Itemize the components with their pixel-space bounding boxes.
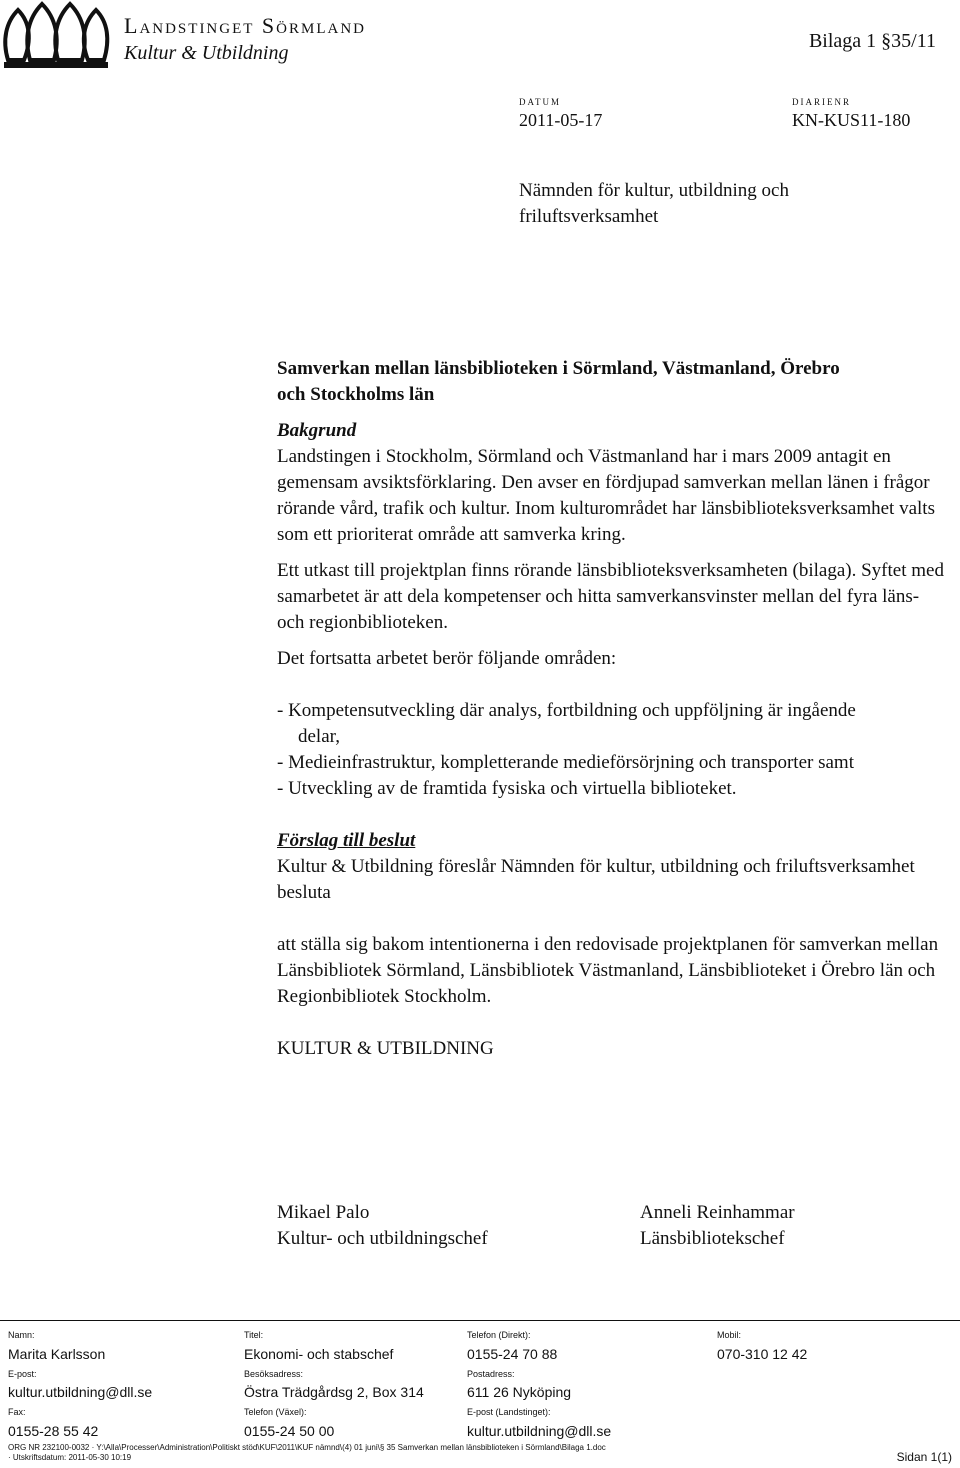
footer-name-value: Marita Karlsson <box>8 1346 106 1362</box>
footer-title-value: Ekonomi- och stabschef <box>244 1346 394 1362</box>
document-title: Samverkan mellan länsbiblioteken i Sörmland, Västmanland, Örebro <box>277 358 840 379</box>
landstinget-logo <box>0 0 112 74</box>
signoff: KULTUR & UTBILDNING <box>277 1038 494 1059</box>
footer-phone-switch-value: 0155-24 50 00 <box>244 1423 335 1439</box>
signatory-name: Anneli Reinhammar <box>640 1202 795 1223</box>
document-title-cont: och Stockholms län <box>277 384 435 405</box>
recipient-line: Nämnden för kultur, utbildning och <box>519 180 789 201</box>
footer-phone-switch-label: Telefon (Växel): <box>244 1407 307 1417</box>
footer-print-date: · Utskriftsdatum: 2011-05-30 10:19 <box>8 1453 132 1462</box>
list-item: - Utveckling av de framtida fysiska och virtuella biblioteket. <box>277 778 737 799</box>
footer-email-link[interactable]: kultur.utbildning@dll.se <box>8 1384 153 1400</box>
footer-phone-direct-value: 0155-24 70 88 <box>467 1346 558 1362</box>
crown-logo-icon <box>0 0 112 74</box>
signature-left <box>277 1200 488 1252</box>
footer-fax-label: Fax: <box>8 1407 26 1417</box>
decision-paragraph: att ställa sig bakom intentionerna i den redovisade projektplanen för samverkan mellan Länsbibliotek Sörmland, Länsbibliotek Västmanland, Länsbiblioteket i Örebro län och Regionbibliotek Stockholm. <box>277 934 939 1007</box>
footer-visit-value: Östra Trädgårdsg 2, Box 314 <box>244 1384 424 1400</box>
footer-email-county-label: E-post (Landstinget): <box>467 1407 551 1417</box>
footer-file-info <box>8 1443 748 1463</box>
org-name: Landstinget Sörmland <box>124 13 366 38</box>
background-paragraph: Landstingen i Stockholm, Sörmland och Västmanland har i mars 2009 antagit en gemensam avsiktsförklaring. Den avser en fördjupad samverkan mellan länen i frågor rörande vård, trafik och kultur. Inom kulturområdet har länsbiblioteksverksamhet valts som ett prioriterat område att samverka kring. <box>277 446 935 545</box>
org-unit: Kultur & Utbildning <box>124 42 289 64</box>
page-number: Sidan 1(1) <box>896 1450 952 1464</box>
footer-title-label: Titel: <box>244 1330 264 1340</box>
footer-email-label: E-post: <box>8 1369 37 1379</box>
footer-postal-value: 611 26 Nyköping <box>467 1384 572 1400</box>
footer-mobile-value: 070-310 12 42 <box>717 1346 808 1362</box>
signature-right <box>640 1200 795 1252</box>
list-item: - Kompetensutveckling där analys, fortbildning och uppföljning är ingående <box>277 700 856 721</box>
recipient <box>519 178 899 230</box>
signatory-title: Länsbibliotekschef <box>640 1228 785 1249</box>
signatory-title: Kultur- och utbildningschef <box>277 1228 488 1249</box>
footer-fax-value: 0155-28 55 42 <box>8 1423 99 1439</box>
footer-org-line: ORG NR 232100-0032 · Y:\Alla\Processer\Administration\Politiskt stöd\KUF\2011\KUF nämnd\(4) 01 juni\§ 35 Samverkan mellan länsbiblioteken i Sörmland\Bilaga 1.doc <box>8 1443 606 1452</box>
document-body <box>277 356 949 1062</box>
proposal-paragraph: Kultur & Utbildning föreslår Nämnden för kultur, utbildning och friluftsverksamhet besluta <box>277 856 915 903</box>
footer-email-county-link[interactable]: kultur.utbildning@dll.se <box>467 1423 612 1439</box>
draft-paragraph: Ett utkast till projektplan finns rörande länsbiblioteksverksamheten (bilaga). Syftet med samarbetet är att dela kompetenser och hitta samverkansvinster mellan del fyra läns- och regionbiblioteken. <box>277 560 944 633</box>
continued-work-paragraph: Det fortsatta arbetet berör följande områden: <box>277 648 617 669</box>
footer-postal-label: Postadress: <box>467 1369 515 1379</box>
footer-mobile-label: Mobil: <box>717 1330 742 1340</box>
background-heading: Bakgrund <box>277 420 357 441</box>
footer-name-label: Namn: <box>8 1330 35 1340</box>
proposal-heading: Förslag till beslut <box>277 830 416 851</box>
date-label: DATUM <box>519 97 562 107</box>
footer-visit-label: Besöksadress: <box>244 1369 304 1379</box>
list-item: - Medieinfrastruktur, kompletterande medieförsörjning och transporter samt <box>277 752 854 773</box>
list-item-continued: delar, <box>298 726 340 747</box>
footer-divider <box>0 1320 960 1321</box>
date-value: 2011-05-17 <box>519 110 603 130</box>
recipient-line: friluftsverksamhet <box>519 206 659 227</box>
diary-number-value: KN-KUS11-180 <box>792 110 911 130</box>
signatory-name: Mikael Palo <box>277 1202 370 1223</box>
footer-phone-direct-label: Telefon (Direkt): <box>467 1330 531 1340</box>
diary-number-label: DIARIENR <box>792 97 851 107</box>
appendix-reference: Bilaga 1 §35/11 <box>808 30 936 52</box>
